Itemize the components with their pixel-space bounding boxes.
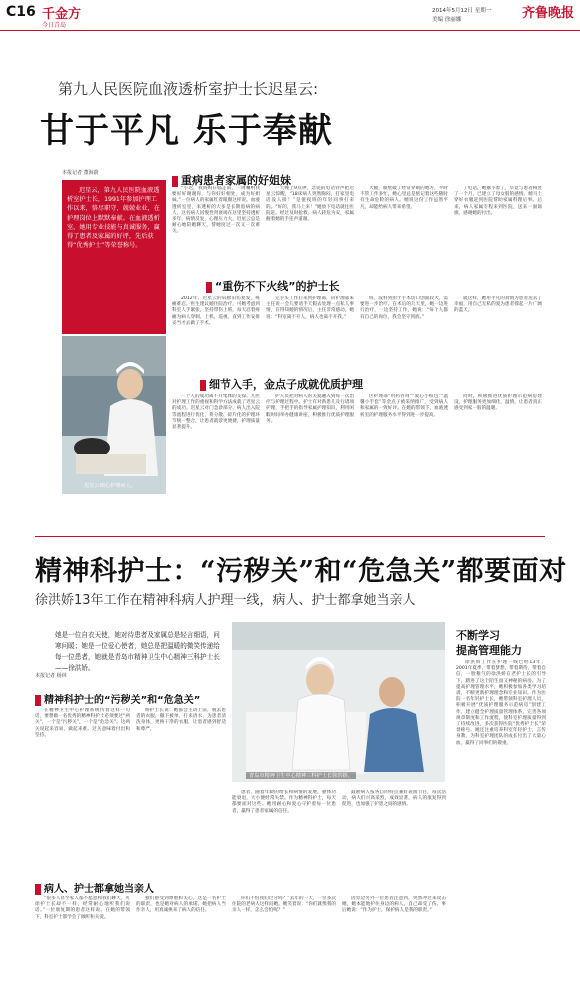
article1-col5: 2012年，迟星云的肩膀旧伤复发，疼痛难忍。医生建议她住院治疗，可她考虑到科室人手紧张，坚持带伤上班，每天忍着疼痛为病人穿刺、上机、巡视，直到工作安排妥当才去做了手术。 — [172, 296, 260, 326]
article1-col2: 一天晚上9点钟，急促的电话铃声把迟星云惊醒，“18床病人突然胸闷，打家里电话没人接！”是值夜班的年轻同事打来的。“好的，我马上来！”她放下电话就往医院赶。经过及时抢救，病人转危为安，家属握着她的手连声道谢。 — [266, 186, 354, 223]
article2-title: 精神科护士：“污秽关”和“危急关”都要面对 — [35, 556, 567, 587]
heading-detail: 细节入手，金点子成就优质护理 — [200, 376, 363, 392]
article1-photo-caption: 迟星云细心护理病人。 — [84, 483, 136, 489]
page-header — [0, 0, 580, 31]
heading-marker-icon — [172, 176, 178, 187]
heading-sisters: 重病患者家属的好姐妹 — [172, 172, 291, 188]
article1-byline: 本报记者 董海蔚 — [62, 170, 99, 176]
issue-date: 2014年5月12日 星期一 — [432, 8, 492, 14]
article1-title: 甘于平凡 乐于奉献 — [40, 111, 333, 151]
article1-col3: 大腿，膜壁破了经常穿刺的地方，平时不管工作多忙，她心里总是惦记着这些随时有生命危险的病人。她说这份工作虽然平凡，却能给病人带来希望。 — [360, 186, 448, 210]
article2-photo — [232, 622, 445, 782]
article1-col10: 护人员把对病人的关爱融入到每一次治疗与护理过程中。护士有对新患儿及行诸项护理，手把手的指导家属护理知识，利用闲暇时间举办健康讲座，积极推行优质护理服务。 — [266, 394, 354, 424]
article2-col6: 独们感受到尊重和关心。这是一名护士的职责，也是她对病人的承诺。她把病人当作亲人，用真诚换来了病人的信任。 — [136, 896, 226, 914]
article2-col5: “很多人甚至家人都不愿意和我们聊天，可徐护士长却不一样，经常耐心地听我们说话。”一位康复期的患者这样说。在她的带领下，科室护士都学会了倾听和关爱。 — [35, 896, 130, 920]
heading-fire: “重伤不下火线”的护士长 — [206, 278, 339, 294]
article2-col7: 你们不怕我们过分吗？”去年的一天，一位多次住院的老病人这样问她。她笑着说：“你们就像我的亲人一样，怎么会怕呢？” — [232, 896, 336, 914]
heading-marker-icon — [35, 884, 41, 895]
newspaper-logo: 齐鲁晚报 — [522, 6, 575, 21]
article2-col3: 患者，随着年龄的增长和病情的发展，躯体功能衰退，大小便经常失禁。作为精神科护士，每天都要面对这些。她用耐心和爱心守护着每一位患者，赢得了患者家属的信任。 — [232, 790, 336, 814]
article1-intro-box — [62, 180, 166, 334]
article2-col1: 在精神卫生中心护理系统传着这样一句话，要想做一名优秀的精神科护士必须要过“两关”，一个是“污秽关”，一个是“危急关”。这两关说起来容易，做起来难。过关意味着付出和坚持。 — [35, 708, 130, 738]
article1-subtitle: 第九人民医院血液透析室护士长迟星云: — [58, 80, 319, 98]
sidebar-title: 不断学习 提高管理能力 — [456, 629, 522, 657]
article2-subtitle: 徐洪娇13年工作在精神科病人护理一线，病人、护士都拿她当亲人 — [35, 593, 416, 608]
heading-two-passes: 精神科护士的“污秽关”和“危急关” — [35, 691, 200, 706]
page-editor: 美编 徐丽娜 — [432, 17, 462, 23]
page-number: C16 — [6, 4, 36, 20]
section-subname: 今日青岛 — [42, 22, 67, 29]
nurse-patient-photo-illustration — [232, 622, 445, 782]
article2-col8: 因旁边另外一位患者注意到，突然冲过来攻击她，她本能地护住身边的病人，自己却受了伤。事后她说：“作为护士，保护病人是我的职责。” — [342, 896, 446, 914]
heading-family: 病人、护士都拿她当亲人 — [35, 880, 154, 895]
article2-byline: 本报记者 杨林 — [35, 673, 67, 679]
article2-col2: 娇护士长说：她都会主动上前，脱去患者的衣服，撤下被单，打来清水，为患者清洗身体，更换干净的衣服，让患者感到舒适和尊严。 — [136, 708, 226, 732]
article1-col12: 同时，积极推进优质护理示范病房建设，护理服务更加细化、温情，让患者真正感受到家一般的温暖。 — [454, 394, 542, 412]
heading-marker-icon — [206, 282, 212, 293]
sidebar-body: 徐洪娇工作在护理一线已经13年，2001年夏季，带着梦想，带着期待，带着自信，一脸稚气的徐洪娇在老护士长的引导下，踏进了这个陌生而又神秘的病房。为了提高护理管理水平，她积极参加各类学习培训，不断更新护理理念和专业知识。作为医院一名年轻护士长，她带领科室护理人员，积极开展“优质护理服务示范病房”创建工作，建立健全护理质量管理体系，完善各项规章制度和工作流程，使科室护理质量得到了持续改进，多次获得医院“优秀护士长”荣誉称号。她还注重培养科室年轻护士，言传身教，为科室护理团队的成长付出了大量心血，赢得了同事们的敬重。 — [456, 660, 546, 746]
article1-col8: 就这样，她用平凡的真情为患者送去了幸福，用自己无私的爱为患者撑起一片广阔的蓝天。 — [454, 296, 542, 314]
article1-col1: “小迟，我妈妈在临走前，一再嘱咐我要好好谢谢你，与你好好相处，成为好姐妹。”一位病人的家属红着眼圈这样说。血液透析室里，来透析的大多是长期患病的病人，这名病人因慢性肾衰竭在这里坚持透析多年，病情反复，心理压力大，迟星云总是耐心地陪她聊天，帮她度过一次又一次难关。 — [172, 186, 260, 235]
article1-col11: 区护理部“用药咨询”“爱心小纸包”“温馨小手套”等金点子被采纳推广，受到病人和家属的一致好评。在她的带领下，血液透析室的护理服务水平得到进一步提高。 — [360, 394, 448, 418]
nurse-photo-illustration — [62, 336, 166, 494]
article2-photo-caption: 青岛市精神卫生中心精神三科护士长徐洪娇。 — [246, 772, 356, 779]
heading-marker-icon — [35, 695, 41, 706]
article2-lead: 她是一位自衣天使，她对待患者及家属总是轻言细语，问寒问暖；她是一位爱心使者，她总是把温暖的微笑传递给每一位患者，她就是青岛市精神卫生中心精神三科护士长——徐洪娇。 — [55, 631, 220, 672]
section-name: 千金方 — [42, 7, 82, 22]
article1-col4: 了电话，她撂不着了，毕竟与患者相处了一个月，已建立了母女般的感情。她马上穿好衣服赶到医院帮助家属料理后事。后来，病人家属专程来到医院，送来一面锦旗，感谢她的付出。 — [454, 186, 542, 216]
article1-col6: 完手头工作后来到护理部，向护理部朱主任说一会儿要请半天假去处理一点私人事情，在得知她的情况后，主任非常感动。她说：“科室离不开人，病人也离不开我。” — [266, 296, 354, 320]
heading-marker-icon — [200, 380, 206, 391]
article1-col7: 班，没料到由于手术切口创面较大，需要进一步治疗。在术后的几天里，她一边进行治疗，一边坚持工作，她说：“每个人都有自己的岗位，我会坚守到底。” — [360, 296, 448, 320]
article2-col4: 鼓励病人按各自的特点兼好表演节目，每次活动，病人们兴高采烈，成效显著，病人的康复得到促进，也加强了护患之间的感情。 — [342, 790, 446, 808]
section-divider — [35, 536, 545, 537]
article1-intro-text: 迟星云，第九人民医院血液透析室护士长，1991年参加护理工作以来，恪尽职守，兢兢业业，在护理岗位上默默奉献。在血液透析室，她用专业技能与真诚服务，赢得了患者及家属的好评，先后获得“优秀护士”等荣誉称号。 — [67, 187, 160, 250]
article1-col9: 一个人的成功离不开集体的支撑。九医对护理工作的重视和科学方法成就了迟星云的成功。迟星云对门急诊部分、病人出入院等流程进行优化，将分散、碎片化的护理环节统一整合，让患者就诊更便捷，护理质量显著提升。 — [172, 394, 260, 431]
article1-photo — [62, 336, 166, 494]
